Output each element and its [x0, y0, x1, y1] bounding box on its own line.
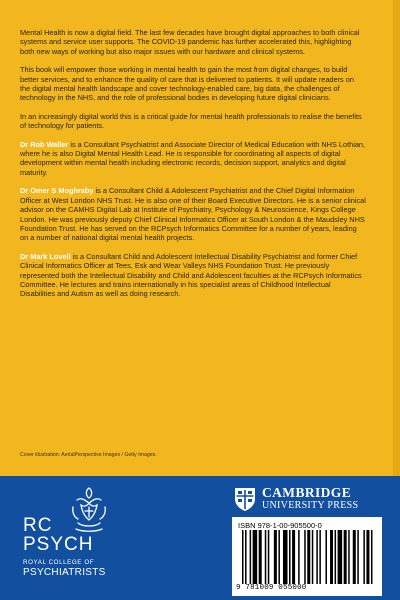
author-bio-mark-lovell: [20, 252, 366, 299]
publisher-name: CAMBRIDGE: [262, 485, 352, 500]
royal-college-of-label: ROYAL COLLEGE OF: [23, 559, 95, 566]
blurb-text-area: [20, 28, 366, 308]
barcode-icon: [242, 530, 374, 584]
author-name: Dr Omer S Moghraby: [20, 186, 94, 196]
crest-icon: [68, 485, 110, 535]
author-bio-omer-moghraby: [20, 186, 366, 242]
rc-letters: RC: [23, 515, 53, 536]
psych-letters: PSYCH: [23, 534, 94, 555]
blurb-paragraph-3: In an increasingly digital world this is a critical guide for mental health professionals to realise the benefits of technology for patients.: [20, 111, 362, 131]
cover-illustration-credit: Cover illustration: AerialPerspective Images / Getty Images.: [20, 452, 157, 458]
cambridge-university-press-logo: [234, 486, 384, 514]
author-name: Dr Mark Lovell: [20, 251, 71, 261]
author-bio-text: is a Consultant Psychiatrist and Associate Director of Medical Education with NHS Lothian, where he is also Digital Mental Health Lead. He is responsible for coordinating all aspects of digital development within mental health including electronic records, decision support, analytics and digital maturity.: [20, 139, 366, 177]
author-bio-rob-waller: [20, 140, 366, 178]
barcode-digits: 9 781009 055000: [236, 584, 307, 592]
isbn-label: ISBN 978-1-00-905500-0: [238, 521, 322, 530]
publisher-press: UNIVERSITY PRESS: [262, 500, 359, 511]
author-bio-text: is a Consultant Child and Adolescent Intellectual Disability Psychiatrist and former Chief Clinical Informatics Officer at Tees, Esk and Wear Valleys NHS Foundation Trust. He previously represented both the Intellectual Disability and Child and Adolescent faculties at the RCPsych Informatics Committee. He lectures and trains internationally in his specialist areas of Childhood Intellectual Disabilities and Autism as well as doing research.: [20, 251, 362, 299]
author-name: Dr Rob Waller: [20, 139, 69, 149]
barcode-box: [232, 517, 382, 596]
psychiatrists-label: PSYCHIATRISTS: [23, 567, 106, 578]
blurb-paragraph-2: This book will empower those working in mental health to gain the most from digital changes, to build better services, and to enhance the quality of care that is delivered to patients. It will update readers on the digital mental health landscape and cover technology-enabled care, big data, the challenges of technology in the NHS, and the role of professional bodies in developing future digital clinicians.: [20, 65, 354, 103]
shield-icon: [234, 487, 256, 512]
rcpsych-logo: [20, 484, 124, 596]
author-bio-text: is a Consultant Child & Adolescent Psychiatrist and the Chief Digital Information Officer at West London NHS Trust. He is also one of their Board Executive Directors. He is a senior clinical advisor on the CAMHS Digital Lab at Institute of Psychiatry, Psychology & Neuroscience, Kings College London. He was previously deputy Chief Clinical Informatics Officer at South London & the Maudsley NHS Foundation Trust. He has served on the RCPsych Informatics Committee for a number of years, leading on a number of national digital mental health projects.: [20, 186, 366, 243]
blurb-paragraph-1: Mental Health is now a digital field. The last few decades have brought digital approaches to both clinical systems and service user supports. The COVID-19 pandemic has further accelerated this, highlighting both new ways of working but also major issues with our hardware and clinical systems.: [20, 28, 360, 56]
